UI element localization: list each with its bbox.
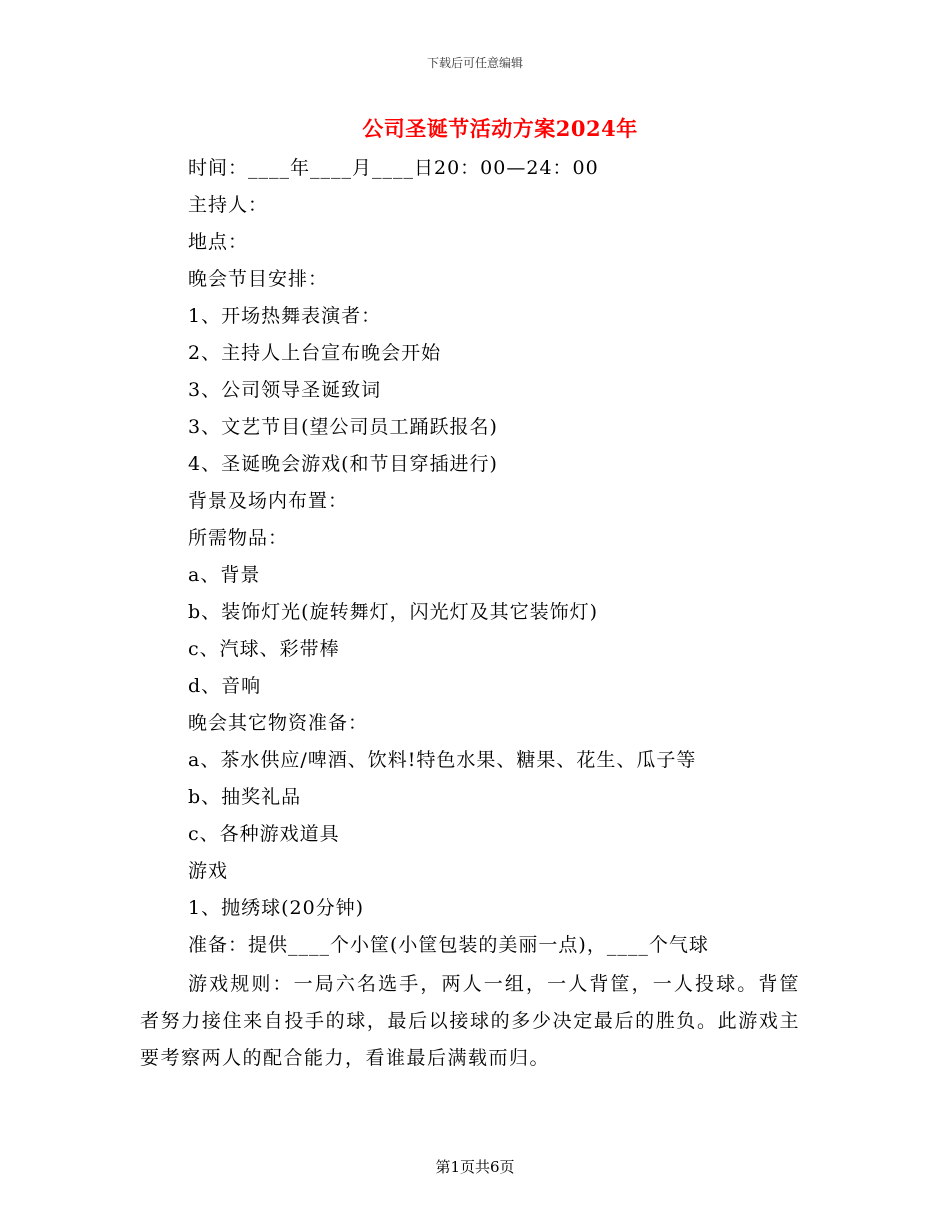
games-heading: 游戏 [188,860,229,882]
other-supply-item: b、抽奖礼品 [188,786,302,808]
other-supplies-heading: 晚会其它物资准备： [188,712,369,734]
program-item: 3、公司领导圣诞致词 [188,379,382,401]
time-line: 时间：____年____月____日20：00—24：00 [188,157,599,179]
host-line: 主持人： [188,194,269,216]
game-rules-paragraph: 游戏规则：一局六名选手，两人一组，一人背筐，一人投球。背筐者努力接住来自投手的球，最后以接球的多少决定最后的胜负。此游戏主要考察两人的配合能力，看谁最后满载而归。 [140,973,800,1069]
program-item: 3、文艺节目(望公司员工踊跃报名) [188,416,498,438]
game-title: 1、抛绣球(20分钟) [188,897,365,919]
supply-item: c、汽球、彩带棒 [188,638,340,660]
program-heading: 晚会节目安排： [188,268,329,290]
header-note: 下载后可任意编辑 [426,56,523,70]
layout-heading: 背景及场内布置： [188,490,349,512]
program-item: 4、圣诞晚会游戏(和节目穿插进行) [188,453,498,475]
game-preparation: 准备：提供____个小筐(小筐包装的美丽一点)，____个气球 [188,934,709,956]
document-title: 公司圣诞节活动方案2024年 [362,116,638,141]
document-body [188,150,798,964]
other-supply-item: a、茶水供应/啤酒、饮料!特色水果、糖果、花生、瓜子等 [188,749,697,771]
supply-item: d、音响 [188,675,262,697]
page-number: 第1页共6页 [435,1158,515,1176]
program-item: 1、开场热舞表演者： [188,305,382,327]
supply-item: a、背景 [188,564,261,586]
other-supply-item: c、各种游戏道具 [188,823,340,845]
supplies-heading: 所需物品： [188,527,289,549]
location-line: 地点： [188,231,249,253]
program-item: 2、主持人上台宣布晚会开始 [188,342,442,364]
supply-item: b、装饰灯光(旋转舞灯，闪光灯及其它装饰灯) [188,601,598,623]
